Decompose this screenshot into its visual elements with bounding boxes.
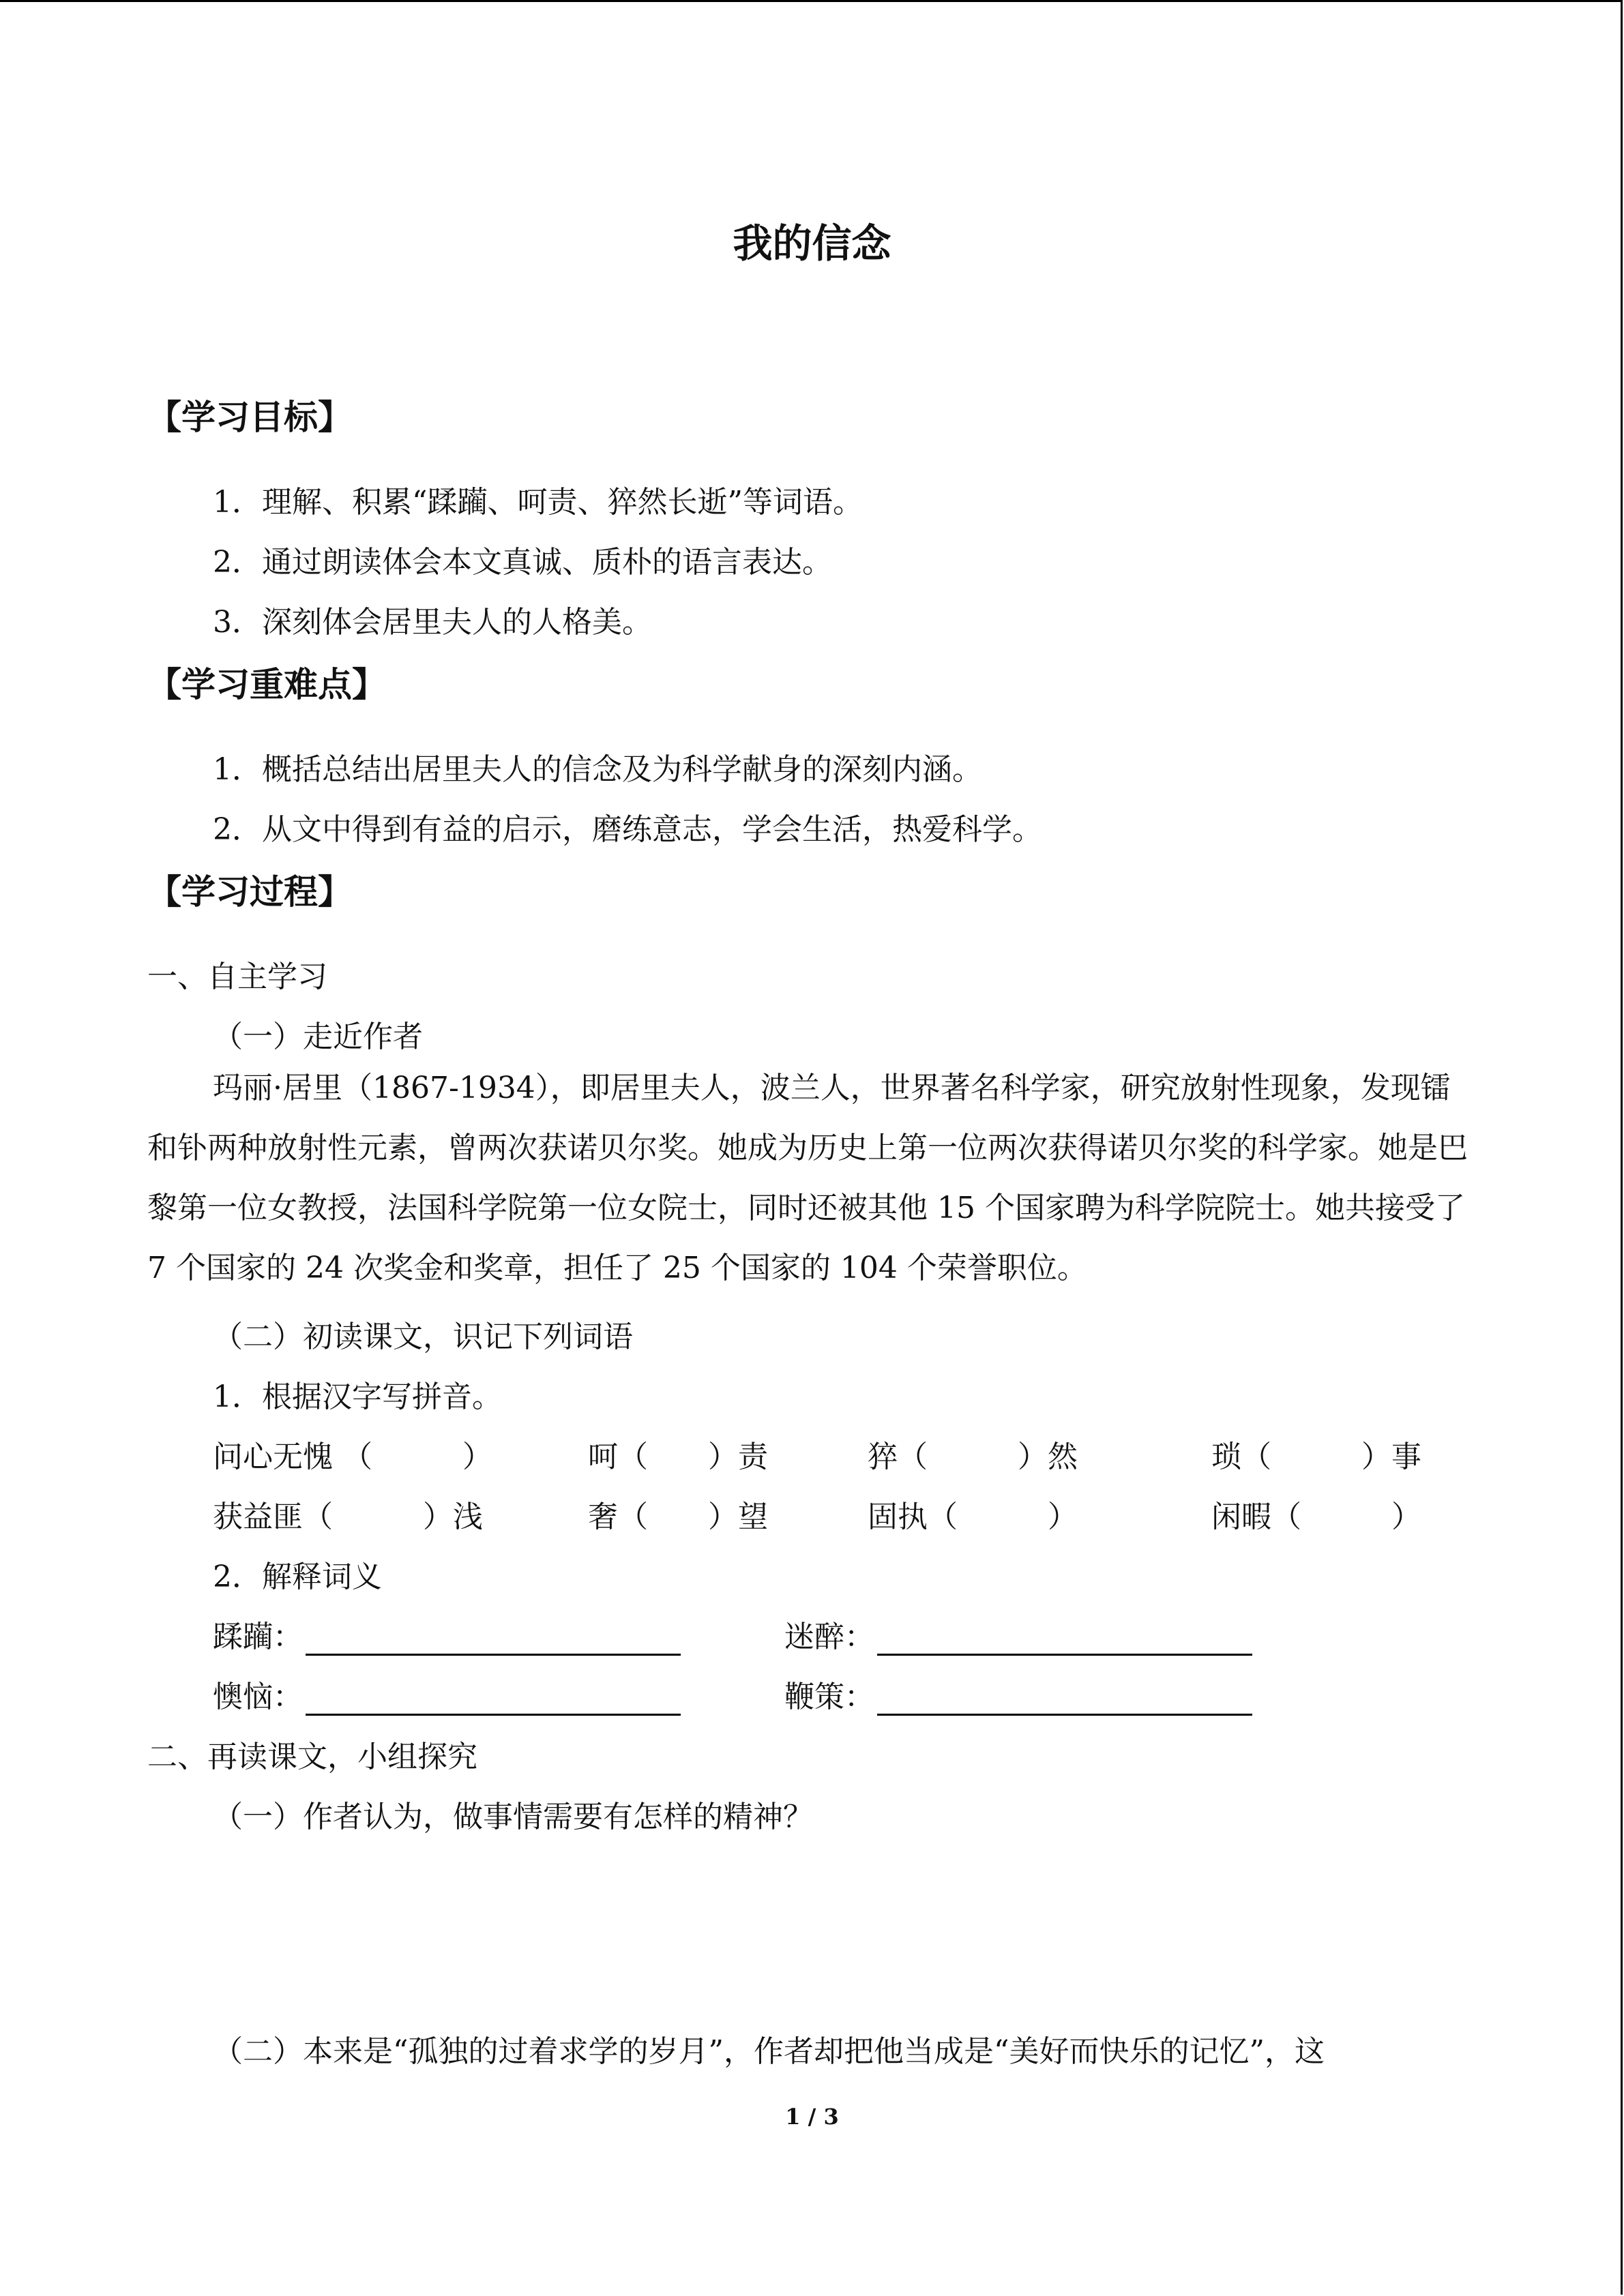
answer-blank[interactable] xyxy=(877,1684,1252,1716)
part1-title: 一、自主学习 xyxy=(147,959,327,994)
pinyin-item: 获益匪（ ）浅 xyxy=(213,1500,483,1534)
pinyin-item: 奢（ ）望 xyxy=(588,1500,768,1534)
key-point-item: 2．从文中得到有益的启示，磨练意志，学会生活，热爱科学。 xyxy=(213,812,1042,847)
document-title: 我的信念 xyxy=(733,220,891,267)
objective-item: 1．理解、积累“蹂躏、呵责、猝然长逝”等词语。 xyxy=(213,485,863,520)
part2-question: （一）作者认为，做事情需要有怎样的精神？ xyxy=(213,1800,813,1834)
definition-question: 2．解释词义 xyxy=(213,1560,382,1594)
objectives-heading: 【学习目标】 xyxy=(147,398,352,437)
pinyin-question: 1．根据汉字写拼音。 xyxy=(213,1380,502,1414)
answer-blank[interactable] xyxy=(306,1624,681,1656)
author-paragraph-text: 玛丽·居里（1867-1934），即居里夫人，波兰人，世界著名科学家，研究放射性现象，发现镭和钋两种放射性元素，曾两次获诺贝尔奖。她成为历史上第一位两次获得诺贝尔奖的科学家。她是巴黎第一位女教授，法国科学院第一位女院士，同时还被其他 15 个国家聘为科学院院士。她共接受了 7 个国家的 24 次奖金和奖章，担任了 25 个国家的 104 个荣誉职位。 xyxy=(147,1071,1468,1285)
process-heading: 【学习过程】 xyxy=(147,872,352,912)
pinyin-item: 问心无愧 （ ） xyxy=(213,1440,492,1474)
definition-word: 迷醉： xyxy=(784,1620,874,1654)
definition-word: 懊恼： xyxy=(213,1680,303,1714)
definition-item xyxy=(784,1612,1252,1656)
answer-blank[interactable] xyxy=(306,1684,681,1716)
author-subheading: （一）走近作者 xyxy=(213,1019,423,1054)
definition-word: 蹂躏： xyxy=(213,1620,303,1654)
definition-item xyxy=(784,1672,1252,1716)
part2-question: （二）本来是“孤独的过着求学的岁月”，作者却把他当成是“美好而快乐的记忆”，这 xyxy=(213,2034,1325,2069)
part2-title: 二、再读课文，小组探究 xyxy=(147,1740,477,1774)
pinyin-item: 呵（ ）责 xyxy=(588,1440,768,1474)
pinyin-item: 固执（ ） xyxy=(868,1500,1078,1534)
answer-blank[interactable] xyxy=(877,1624,1252,1656)
pinyin-item: 琐（ ）事 xyxy=(1211,1440,1421,1474)
objective-item: 2．通过朗读体会本文真诚、质朴的语言表达。 xyxy=(213,545,832,580)
pinyin-item: 闲暇（ ） xyxy=(1211,1500,1421,1534)
key-point-item: 1．概括总结出居里夫人的信念及为科学献身的深刻内涵。 xyxy=(213,752,982,787)
definition-word: 鞭策： xyxy=(784,1680,874,1714)
vocab-subheading: （二）初读课文，识记下列词语 xyxy=(213,1320,633,1354)
author-paragraph xyxy=(147,1058,1477,1298)
pinyin-item: 猝（ ）然 xyxy=(868,1440,1078,1474)
page-number: 1 / 3 xyxy=(785,2104,839,2130)
key-points-heading: 【学习重难点】 xyxy=(147,665,386,704)
definition-item xyxy=(213,1612,681,1656)
objective-item: 3．深刻体会居里夫人的人格美。 xyxy=(213,605,652,640)
definition-item xyxy=(213,1672,681,1716)
